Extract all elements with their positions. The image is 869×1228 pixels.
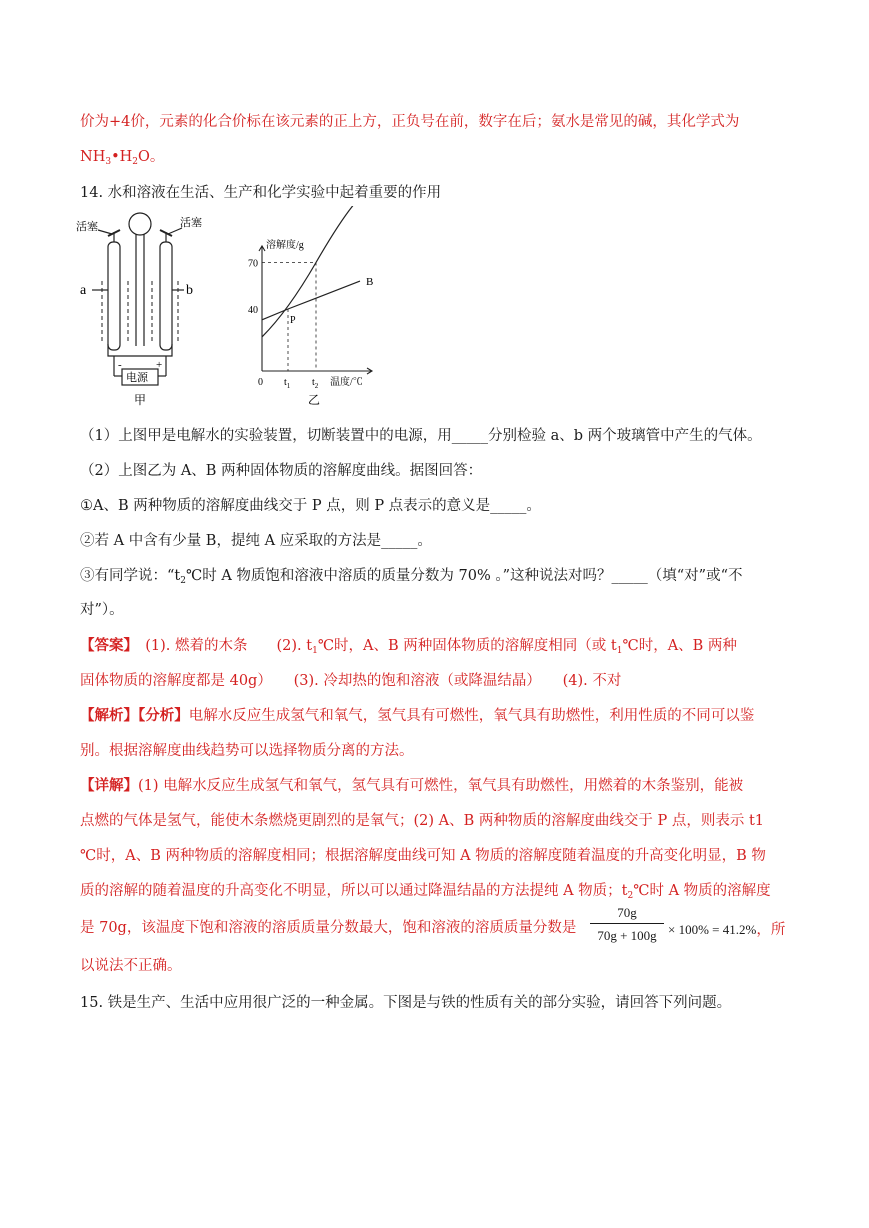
question-15-title: 15. 铁是生产、生活中应用很广泛的一种金属。下图是与铁的性质有关的部分实验，请回答下列问题。 [80, 995, 732, 1011]
detail-line: 质的溶解的随着温度的升高变化不明显，所以可以通过降温结晶的方法提纯 A 物质；$t_2℃$时 A 物质的溶解度 [80, 883, 771, 901]
figure-svg [72, 206, 392, 411]
x-axis-label: 温度/℃ [330, 377, 363, 388]
intersection-label: P [290, 315, 296, 326]
question-sub-3-cont: 对”）。 [80, 602, 124, 618]
text-line: $NH_3•H_2O$。 [80, 149, 165, 167]
valve-right-label: 活塞 [180, 217, 202, 229]
series-label-B: B [366, 276, 374, 289]
x-tick-label: $t_1$ [284, 377, 291, 390]
fraction [590, 905, 664, 944]
text-line: 价为+4价，元素的化合价标在该元素的正上方，正负号在前，数字在后；氨水是常见的碱，其化学式为 [80, 114, 740, 130]
analysis-tag: 【解析】【分析】 [80, 707, 189, 724]
caption-jia: 甲 [134, 393, 147, 407]
detail-line: 【详解】(1) 电解水反应生成氢气和氧气，氢气具有可燃性，氧气具有助燃性，用燃着的木条鉴别，能被 [80, 777, 744, 794]
tube-b-label: b [186, 283, 193, 298]
origin-label: 0 [258, 377, 263, 388]
fraction-denominator: 70g + 100g [597, 928, 657, 943]
analysis-line: 【解析】【分析】电解水反应生成氢气和氧气，氢气具有可燃性，氧气具有助燃性，利用性质的不同可以鉴 [80, 707, 755, 724]
figure-panel [72, 206, 392, 411]
fraction-numerator: 70g [590, 905, 664, 924]
series-line-B [262, 281, 360, 320]
y-tick-label: 70 [248, 258, 258, 270]
caption-yi: 乙 [308, 393, 321, 407]
detail-line: ℃时，A、B 两种物质的溶解度相同；根据溶解度曲线可知 A 物质的溶解度随着温度的升高变化明显，B 物 [80, 848, 766, 864]
series-line-A [262, 206, 360, 337]
question-14-title: 14. 水和溶液在生活、生产和化学实验中起着重要的作用 [80, 185, 442, 201]
electrolysis-apparatus [92, 213, 184, 385]
valve-left-label: 活塞 [76, 221, 98, 233]
answer-line: 固体物质的溶解度都是 40g） (3). 冷却热的饱和溶液（或降温结晶） (4). 不对 [80, 673, 622, 689]
question-sub-3: ③有同学说：“$t_2℃$时 A 物质饱和溶液中溶质的质量分数为 70% 。”这种说法对吗？_____（填“对”或“不 [80, 568, 743, 586]
y-axis-label: 溶解度/g [266, 240, 304, 251]
question-sub-1: ①A、B 两种物质的溶解度曲线交于 P 点，则 P 点表示的意义是_____。 [80, 498, 541, 514]
detail-line: 点燃的气体是氢气，能使木条燃烧更剧烈的是氧气；(2) A、B 两种物质的溶解度曲线交于 P 点，则表示 t1 [80, 813, 765, 829]
plus-label: + [156, 359, 163, 371]
answer-line: 【答案】 (1). 燃着的木条 (2). $t_1℃$时，A、B 两种固体物质的溶解度相同（或 $t_1℃$时，A、B 两种 [80, 637, 737, 656]
analysis-line: 别。根据溶解度曲线趋势可以选择物质分离的方法。 [80, 743, 414, 759]
fraction-result: × 100% = 41.2%，所 [668, 922, 786, 938]
detail-line: 是 70g，该温度下饱和溶液的溶质质量分数最大，饱和溶液的溶质质量分数是 [80, 920, 577, 936]
x-tick-label: $t_2$ [312, 377, 319, 390]
detail-tag: 【详解】 [80, 777, 138, 794]
power-label: 电源 [126, 372, 148, 384]
answer-tag: 【答案】 [80, 637, 131, 654]
detail-line: 以说法不正确。 [80, 958, 182, 974]
y-tick-label: 40 [248, 305, 258, 316]
solubility-chart [248, 206, 374, 407]
question-sub-2: ②若 A 中含有少量 B，提纯 A 应采取的方法是_____。 [80, 533, 432, 549]
minus-label: - [118, 359, 122, 371]
question-part-1: （1）上图甲是电解水的实验装置，切断装置中的电源，用_____分别检验 a、b 两个玻璃管中产生的气体。 [80, 428, 762, 444]
tube-a-label: a [80, 283, 87, 298]
question-part-2: （2）上图乙为 A、B 两种固体物质的溶解度曲线。据图回答： [80, 463, 483, 479]
